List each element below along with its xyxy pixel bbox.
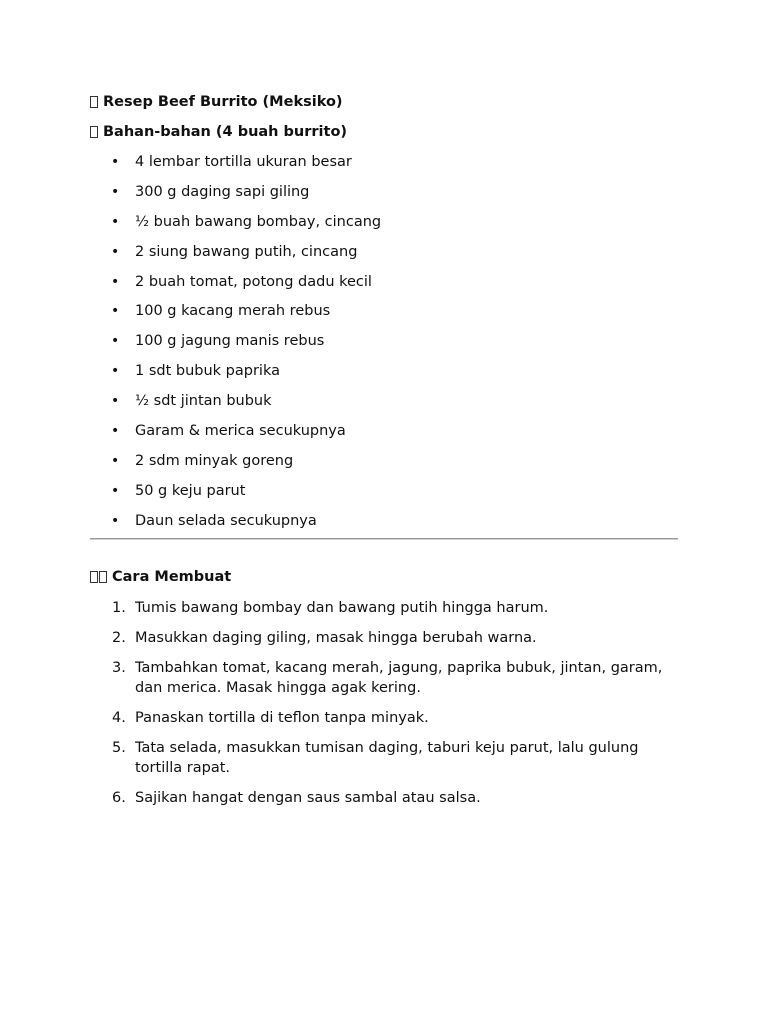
bullet-icon: • — [111, 183, 120, 200]
step-number: 4. — [112, 709, 126, 726]
list-item — [90, 243, 678, 261]
step-text: Tata selada, masukkan tumisan daging, taburi keju parut, lalu gulung tortilla rapat. — [135, 739, 639, 776]
step-number: 5. — [112, 739, 126, 756]
list-item — [90, 183, 678, 201]
bullet-icon: • — [111, 452, 120, 469]
ingredient-text: 2 sdm minyak goreng — [135, 452, 294, 469]
step-text: Sajikan hangat dengan saus sambal atau salsa. — [135, 789, 481, 806]
bullet-icon: • — [111, 243, 120, 260]
ingredient-text: ½ buah bawang bombay, cincang — [135, 213, 382, 230]
cook-icon — [90, 568, 107, 586]
bullet-icon: • — [111, 273, 120, 290]
burrito-icon — [90, 93, 98, 111]
bullet-icon: • — [111, 482, 120, 499]
list-item — [90, 392, 678, 410]
section-divider — [90, 538, 678, 540]
bullet-icon: • — [111, 393, 120, 410]
recipe-title — [90, 93, 678, 111]
bullet-icon: • — [111, 333, 120, 350]
ingredient-text: 4 lembar tortilla ukuran besar — [135, 154, 352, 170]
recipe-title-text: Resep Beef Burrito (Meksiko) — [103, 94, 343, 110]
list-item — [90, 512, 678, 530]
ingredients-icon — [90, 123, 98, 141]
list-item — [90, 153, 678, 171]
bullet-icon: • — [111, 213, 120, 230]
ingredient-text: ½ sdt jintan bubuk — [135, 393, 272, 410]
ingredient-text: 1 sdt bubuk paprika — [135, 363, 280, 380]
bullet-icon: • — [111, 303, 120, 320]
list-item — [90, 273, 678, 291]
ingredient-text: Daun selada secukupnya — [135, 512, 317, 529]
bullet-icon: • — [111, 363, 120, 380]
step-text: Masukkan daging giling, masak hingga berubah warna. — [135, 629, 537, 646]
steps-heading-text: Cara Membuat — [112, 568, 232, 585]
list-item — [90, 302, 678, 320]
step-text: Tumis bawang bombay dan bawang putih hingga harum. — [135, 599, 549, 616]
ingredient-text: 100 g kacang merah rebus — [135, 303, 331, 320]
step-number: 1. — [112, 599, 126, 616]
ingredient-text: 100 g jagung manis rebus — [135, 333, 325, 350]
list-item — [90, 482, 678, 500]
step-item — [90, 738, 678, 778]
step-item — [90, 598, 678, 618]
step-item — [90, 628, 678, 648]
step-number: 2. — [112, 629, 126, 646]
steps-heading — [90, 568, 678, 586]
bullet-icon: • — [111, 423, 120, 440]
step-item — [90, 708, 678, 728]
step-number: 6. — [112, 789, 126, 806]
bullet-icon: • — [111, 512, 120, 529]
list-item — [90, 452, 678, 470]
steps-list — [90, 598, 678, 808]
step-text: Panaskan tortilla di teflon tanpa minyak. — [135, 709, 429, 726]
ingredient-text: Garam & merica secukupnya — [135, 423, 346, 440]
step-item — [90, 788, 678, 808]
step-number: 3. — [112, 659, 126, 676]
ingredients-list — [90, 153, 678, 530]
list-item — [90, 332, 678, 350]
ingredients-heading-text: Bahan-bahan (4 buah burrito) — [103, 124, 348, 140]
step-text: Tambahkan tomat, kacang merah, jagung, paprika bubuk, jintan, garam, dan merica. Masak hingga agak kering. — [135, 659, 663, 696]
ingredients-heading — [90, 123, 678, 141]
ingredient-text: 2 siung bawang putih, cincang — [135, 243, 358, 260]
list-item — [90, 362, 678, 380]
bullet-icon: • — [111, 154, 120, 170]
ingredient-text: 2 buah tomat, potong dadu kecil — [135, 273, 372, 290]
step-item — [90, 658, 678, 698]
ingredient-text: 300 g daging sapi giling — [135, 183, 310, 200]
list-item — [90, 213, 678, 231]
ingredient-text: 50 g keju parut — [135, 482, 246, 499]
list-item — [90, 422, 678, 440]
